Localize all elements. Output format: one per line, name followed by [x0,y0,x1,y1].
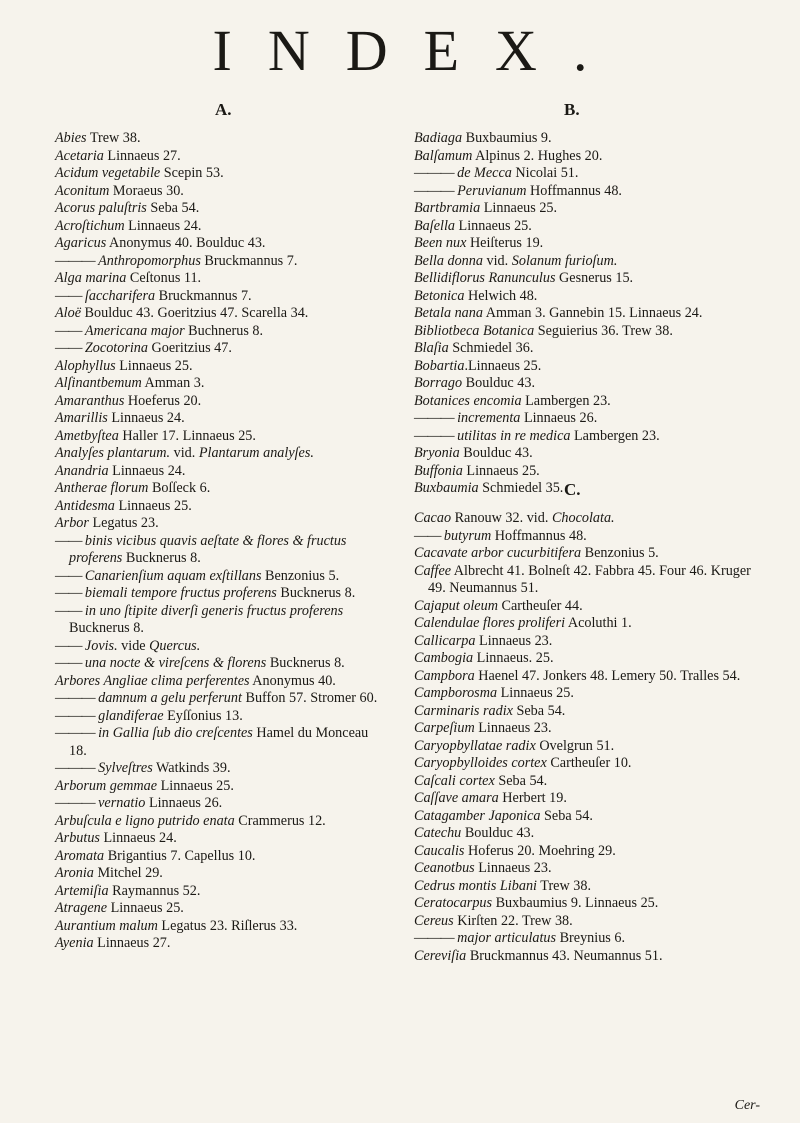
index-entry: Arborum gemmae Linnaeus 25. [55,777,234,794]
index-entry: Cacao Ranouw 32. vid. Chocolata. [414,510,615,526]
index-entry: Badiaga Buxbaumius 9. [414,130,552,146]
index-entry: Betonica Helwich 48. [414,287,538,304]
index-entry: Cedrus montis Libani Trew 38. [414,877,591,894]
index-entry: —— ſaccharifera Bruckmannus 7. [55,287,252,304]
catchword: Cer- [734,1098,760,1113]
index-entry: Campbora Haenel 47. Jonkers 48. Lemery 50. Tralles 54. [414,667,741,684]
index-entry: Aromata Brigantius 7. Capellus 10. [55,847,256,864]
index-entry: Cacavate arbor cucurbitifera Benzonius 5. [414,545,659,561]
index-entry: Acetaria Linnaeus 27. [55,147,181,164]
index-entry: ——— Sylveſtres Watkinds 39. [55,760,231,776]
page-title: INDEX. [212,18,624,83]
index-entry: Arbores Angliae clima perferentes Anonymus 40. [55,672,336,689]
index-entry: Caſcali cortex Seba 54. [414,772,548,789]
index-entry: Callicarpa Linnaeus 23. [414,632,553,649]
index-entry: Amaranthus Hoeferus 20. [55,392,202,409]
index-entry: Antherae florum Boſſeck 6. [55,480,211,496]
index-entry: ——— in Gallia ſub dio creſcentes Hamel du Monceau 18. [55,725,369,759]
index-entry: Bobartia.Linnaeus 25. [414,357,542,374]
index-entry: Caryopbyllatae radix Ovelgrun 51. [414,737,615,754]
index-entry: Arbor Legatus 23. [55,515,159,531]
index-entry: ——— damnum a gelu perferunt Buffon 57. Stromer 60. [55,690,378,706]
index-entry: Calendulae flores proliferi Acoluthi 1. [414,615,632,631]
index-entry: Aloë Boulduc 43. Goeritzius 47. Scarella 34. [55,305,309,321]
index-entry: Aronia Mitchel 29. [55,865,163,881]
index-entry: —— in uno ſtipite diverſi generis fructus proferens Bucknerus 8. [55,602,344,636]
index-entry: Buxbaumia Schmiedel 35. [414,480,564,496]
index-entry: Bryonia Boulduc 43. [414,445,533,461]
index-entry: Campborosma Linnaeus 25. [414,685,574,701]
index-entry: Alophyllus Linnaeus 25. [55,357,193,374]
index-entry: Catagamber Japonica Seba 54. [414,807,593,824]
index-entry: Acidum vegetabile Scepin 53. [55,165,224,181]
entries-a [55,130,385,953]
index-entry: Acroſtichum Linnaeus 24. [55,217,202,234]
index-entry: Cereviſia Bruckmannus 43. Neumannus 51. [414,947,663,964]
index-entry: Balſamum Alpinus 2. Hughes 20. [414,147,603,164]
index-entry: Buffonia Linnaeus 25. [414,462,540,479]
index-entry: Catechu Boulduc 43. [414,825,535,841]
index-entry: Borrago Boulduc 43. [414,375,535,391]
index-entry: —— biemali tempore fructus proferens Bucknerus 8. [55,585,356,601]
index-entry: Alſinantbemum Amman 3. [55,375,205,391]
index-entry: Arbutus Linnaeus 24. [55,830,177,846]
index-entry: Bellidiflorus Ranunculus Gesnerus 15. [414,270,634,286]
index-entry: Cambogia Linnaeus. 25. [414,650,554,666]
index-entry: Ayenia Linnaeus 27. [55,935,171,951]
index-entry: Caucalis Hoferus 20. Moehring 29. [414,842,616,859]
index-entry: —— una nocte & vireſcens & florens Bucknerus 8. [55,655,345,671]
index-entry: Acorus paluſtris Seba 54. [55,200,200,216]
index-entry: Bella donna vid. Solanum furioſum. [414,252,618,269]
index-entry: Aconitum Moraeus 30. [55,182,184,199]
index-entry: Alga marina Ceſtonus 11. [55,270,202,286]
index-entry: ——— incrementa Linnaeus 26. [414,410,598,426]
index-entry: Botanices encomia Lambergen 23. [414,392,611,409]
index-entry: Caffee Albrecht 41. Bolneſt 42. Fabbra 45. Four 46. Kruger 49. Neumannus 51. [414,562,751,596]
section-letter-c: C. [564,480,581,499]
index-entry: Antidesma Linnaeus 25. [55,497,192,514]
index-entry: ——— major articulatus Breynius 6. [414,930,626,946]
index-entry: Atragene Linnaeus 25. [55,900,184,916]
index-entry: ——— utilitas in re medica Lambergen 23. [414,427,660,444]
section-letter-a: A. [215,100,232,119]
index-entry: Ceanotbus Linnaeus 23. [414,860,552,876]
index-entry: Amarillis Linnaeus 24. [55,410,185,426]
index-entry: ——— Peruvianum Hoffmannus 48. [414,182,622,199]
entries-c [414,510,759,965]
index-entry: Anandria Linnaeus 24. [55,462,186,479]
index-entry: Aurantium malum Legatus 23. Riſlerus 33. [55,917,298,934]
index-entry: Bibliotbeca Botanica Seguierius 36. Trew 38. [414,322,673,339]
index-entry: Agaricus Anonymus 40. Boulduc 43. [55,235,266,251]
index-entry: Cajaput oleum Cartheuſer 44. [414,597,583,614]
index-entry: Been nux Heiſterus 19. [414,235,544,251]
index-entry: Arbuſcula e ligno putrido enata Crammerus 12. [55,812,326,829]
index-entry: Carminaris radix Seba 54. [414,702,566,719]
index-entry: Caryopbylloides cortex Cartheuſer 10. [414,755,632,771]
index-entry: —— Americana major Buchnerus 8. [55,322,264,339]
index-entry: —— butyrum Hoffmannus 48. [414,527,587,544]
index-entry: Betala nana Amman 3. Gannebin 15. Linnaeus 24. [414,305,703,321]
entries-b [414,130,759,498]
index-entry: —— Zocotorina Goeritzius 47. [55,340,232,356]
index-entry: Analyſes plantarum. vid. Plantarum analyſes. [55,445,314,461]
index-entry: Artemiſia Raymannus 52. [55,882,201,899]
index-entry: Baſella Linnaeus 25. [414,217,532,234]
index-entry: ——— Anthropomorphus Bruckmannus 7. [55,252,298,269]
index-entry: Blaſia Schmiedel 36. [414,340,534,356]
index-entry: Caſſave amara Herbert 19. [414,790,567,806]
index-entry: Carpeſium Linnaeus 23. [414,720,552,736]
index-entry: Ceratocarpus Buxbaumius 9. Linnaeus 25. [414,895,659,911]
index-entry: —— Jovis. vide Quercus. [55,637,201,654]
index-entry: Bartbramia Linnaeus 25. [414,200,558,216]
index-entry: —— Canarienſium aquam exſtillans Benzonius 5. [55,567,340,584]
section-letter-b: B. [564,100,580,119]
index-entry: —— binis vicibus quavis aeſtate & flores & fructus proferens Bucknerus 8. [55,532,347,566]
index-entry: Abies Trew 38. [55,130,141,146]
index-entry: Cereus Kirſten 22. Trew 38. [414,912,573,929]
index-entry: ——— glandiferae Eyſſonius 13. [55,707,243,724]
index-entry: Ametbyſtea Haller 17. Linnaeus 25. [55,427,256,444]
index-entry: ——— vernatio Linnaeus 26. [55,795,223,811]
index-entry: ——— de Mecca Nicolai 51. [414,165,579,181]
